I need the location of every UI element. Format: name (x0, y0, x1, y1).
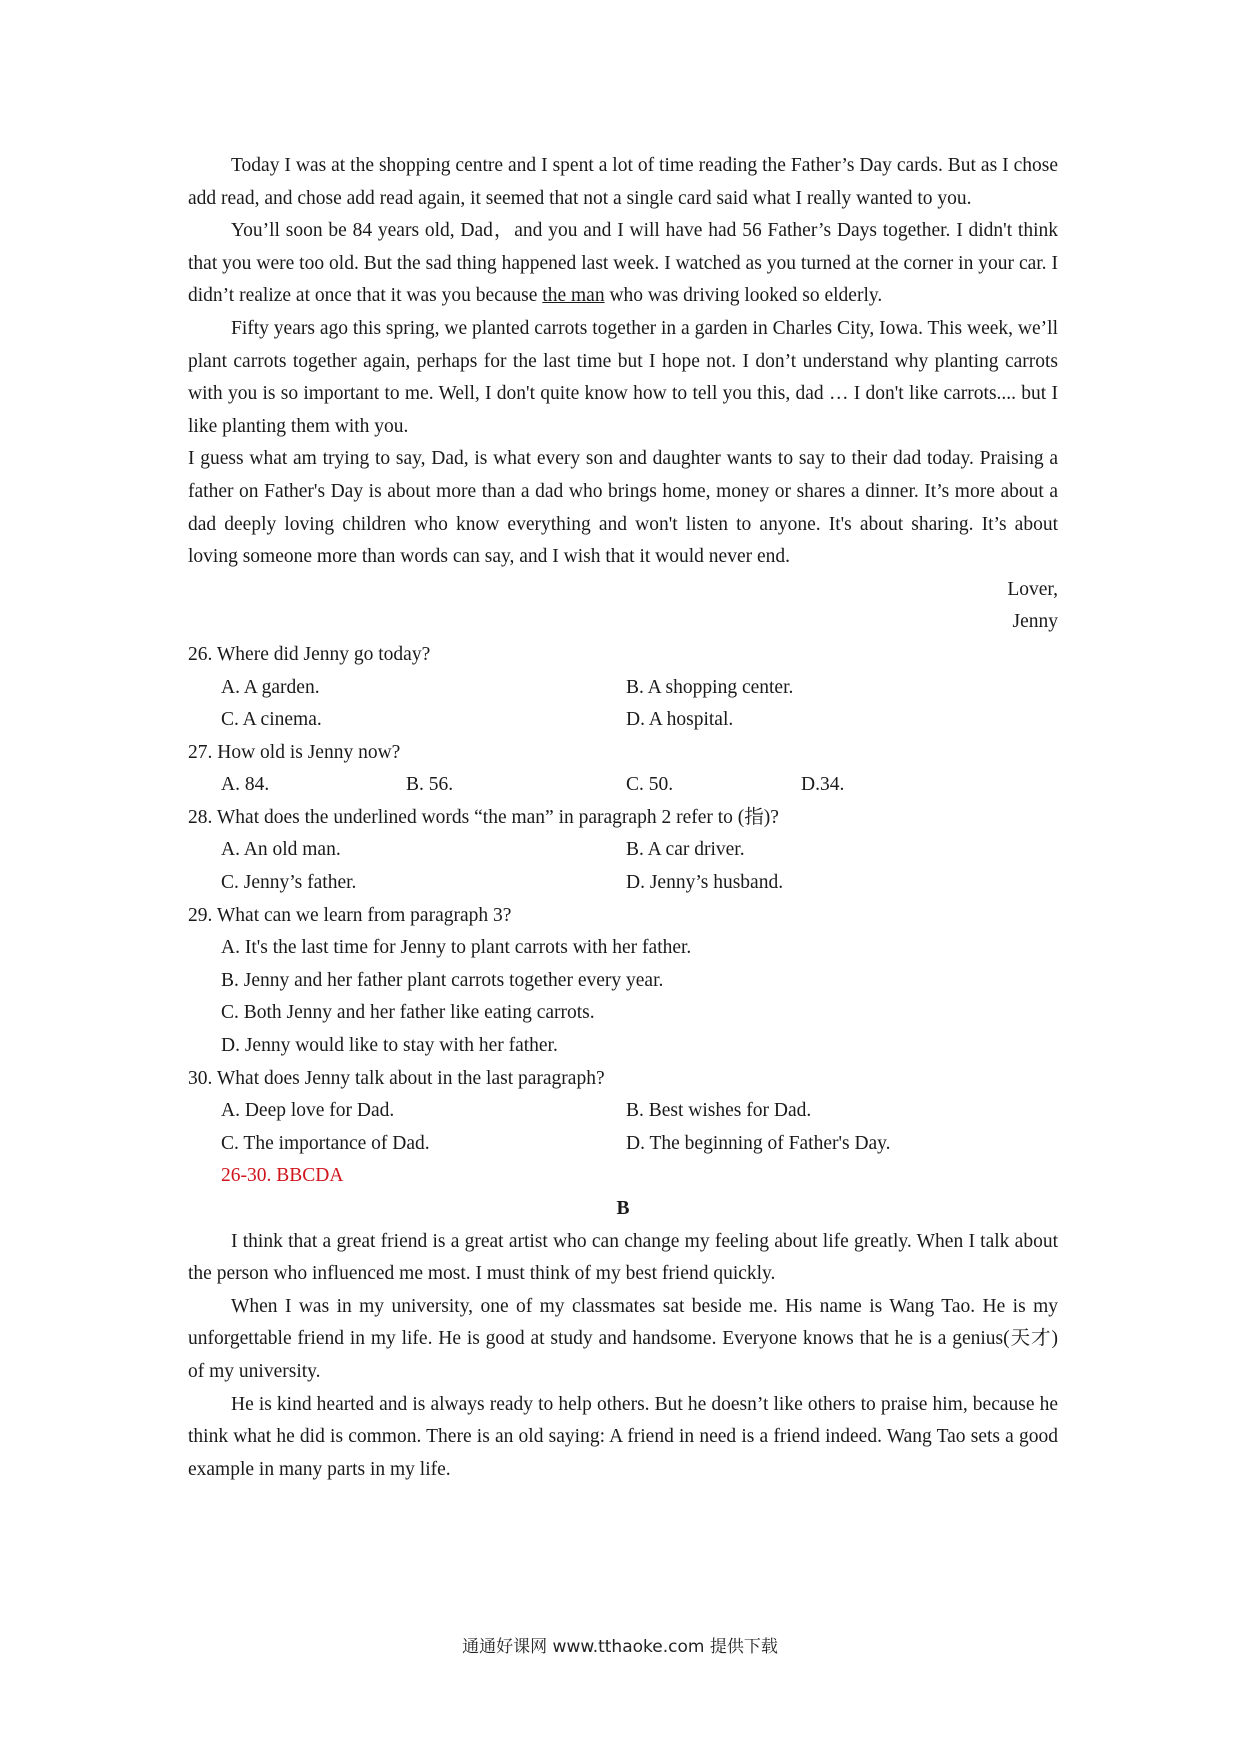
question-stem: 28. What does the underlined words “the man” in paragraph 2 refer to (指)? (188, 806, 779, 828)
passage-a-paragraph-1: Today I was at the shopping centre and I spent a lot of time reading the Father’s Day cards. But as I chose add read, and chose add read again, it seemed that not a single card said what I really wanted to you. (188, 155, 1058, 209)
section-b-paragraph-2: When I was in my university, one of my classmates sat beside me. His name is Wang Tao. He is my unforgettable friend in my life. He is good at study and handsome. Everyone knows that he is a genius(天才) of my university. (188, 1295, 1058, 1382)
question-stem: 27. How old is Jenny now? (188, 741, 401, 763)
question-28 (188, 802, 1058, 900)
question-stem: 30. What does Jenny talk about in the last paragraph? (188, 1067, 605, 1089)
question-27 (188, 737, 1058, 802)
option-a: A. An old man. (221, 839, 341, 861)
option-a: A. Deep love for Dad. (221, 1100, 395, 1122)
question-30 (188, 1063, 1058, 1161)
option-b: B. Best wishes for Dad. (626, 1100, 812, 1122)
option-list (188, 769, 1058, 802)
option-b: B. A car driver. (626, 839, 745, 861)
paragraph-2-text-before: You’ll soon be 84 years old, Dad，and you and I will have had 56 Father’s Days together. I didn't think that you were too old. But the sad thing happened last week. I watched as you turned at the corner in your car. I didn’t realize at once that it was you because (188, 220, 1058, 307)
option-b: B. Jenny and her father plant carrots together every year. (221, 969, 664, 991)
passage-a-paragraph-3: Fifty years ago this spring, we planted carrots together in a garden in Charles City, Iowa. This week, we’ll plant carrots together again, perhaps for the last time but I hope not. I don’t understand why planting carrots with you is so important to me. Well, I don't quite know how to tell you this, dad … I don't like carrots.... but I like planting them with you. (188, 317, 1058, 437)
option-list (188, 672, 1058, 737)
option-list (188, 932, 1058, 1062)
option-d: D. Jenny would like to stay with her father. (221, 1035, 558, 1057)
option-c: C. Jenny’s father. (221, 872, 357, 894)
question-stem: 26. Where did Jenny go today? (188, 643, 431, 665)
option-d: D. Jenny’s husband. (626, 872, 784, 894)
option-d: D. The beginning of Father's Day. (626, 1132, 891, 1154)
section-b-paragraph-1: I think that a great friend is a great artist who can change my feeling about life greatly. When I talk about the person who influenced me most. I must think of my best friend quickly. (188, 1230, 1058, 1285)
option-b: B. A shopping center. (626, 676, 794, 698)
option-b: B. 56. (406, 774, 454, 796)
option-d: D. A hospital. (626, 709, 734, 731)
underlined-phrase: the man (542, 285, 605, 307)
answer-key: 26-30. BBCDA (221, 1165, 344, 1187)
option-c: C. Both Jenny and her father like eating carrots. (221, 1002, 595, 1024)
option-d: D.34. (801, 774, 845, 796)
letter-signature: Jenny (1012, 611, 1058, 633)
paragraph-2-text-after: who was driving looked so elderly. (604, 285, 883, 307)
passage-a-paragraph-2 (188, 215, 1058, 313)
question-26 (188, 639, 1058, 737)
option-list (188, 1095, 1058, 1160)
option-c: C. The importance of Dad. (221, 1132, 430, 1154)
section-b-paragraph-3: He is kind hearted and is always ready to help others. But he doesn’t like others to praise him, because he think what he did is common. There is an old saying: A friend in need is a friend indeed. Wang Tao sets a good example in many parts in my life. (188, 1393, 1058, 1480)
option-a: A. A garden. (221, 676, 320, 698)
question-stem: 29. What can we learn from paragraph 3? (188, 904, 512, 926)
option-c: C. A cinema. (221, 709, 322, 731)
option-a: A. 84. (221, 774, 270, 796)
option-list (188, 834, 1058, 899)
question-29 (188, 900, 1058, 1063)
letter-closing: Lover, (1007, 578, 1058, 600)
page-footer: 通通好课网 www.tthaoke.com 提供下载 (462, 1637, 778, 1657)
option-a: A. It's the last time for Jenny to plant carrots with her father. (221, 937, 692, 959)
section-b-title: B (616, 1198, 630, 1219)
passage-a-paragraph-4: I guess what am trying to say, Dad, is what every son and daughter wants to say to their dad today. Praising a father on Father's Day is about more than a dad who brings home, money or shares a dinner. It’s more about a dad deeply loving children who know everything and won't listen to anyone. It's about sharing. It’s about loving someone more than words can say, and I wish that it would never end. (188, 448, 1058, 568)
option-c: C. 50. (626, 774, 674, 796)
document-body (188, 150, 1058, 1486)
